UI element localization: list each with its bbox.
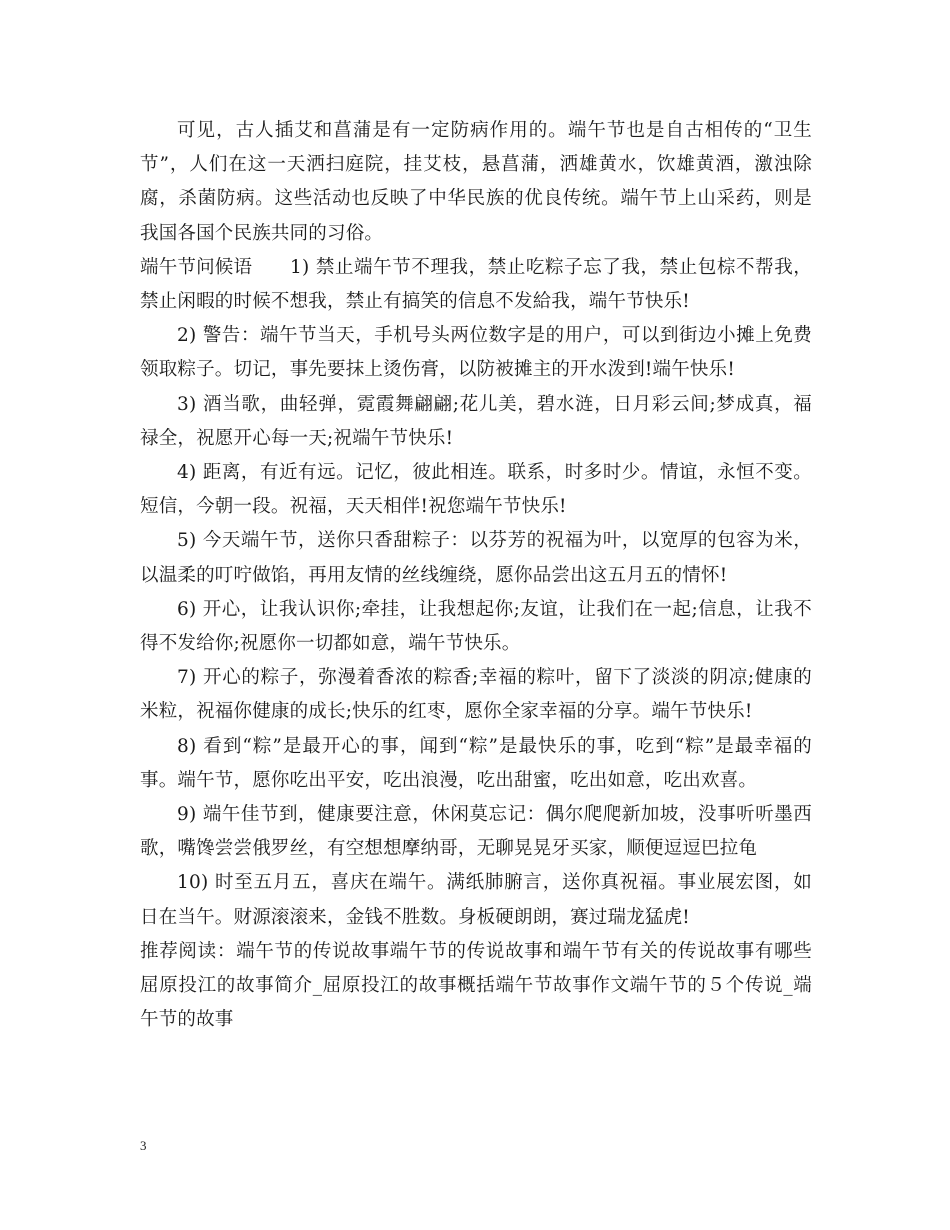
greetings-label: 端午节问候语	[140, 256, 253, 278]
greeting-item-4: 4) 距离，有近有远。记忆，彼此相连。联系，时多时少。情谊，永恒不变。短信，今朝一段。祝福，天天相伴!祝您端午节快乐!	[140, 462, 812, 518]
greeting-item-1	[140, 251, 812, 319]
recommended-reading: 推荐阅读：端午节的传说故事端午节的传说故事和端午节有关的传说故事有哪些屈原投江的故事简介_屈原投江的故事概括端午节故事作文端午节的５个传说_端午节的故事	[140, 940, 812, 1031]
greeting-item-9: 9) 端午佳节到，健康要注意，休闲莫忘记：偶尔爬爬新加坡，没事听听墨西歌，嘴馋尝尝俄罗丝，有空想想摩纳哥，无聊晃晃牙买家，顺便逗逗巴拉龟	[140, 804, 812, 860]
intro-paragraph: 可见，古人插艾和菖蒲是有一定防病作用的。端午节也是自古相传的“卫生节”，人们在这一天洒扫庭院，挂艾枝，悬菖蒲，洒雄黄水，饮雄黄酒，激浊除腐，杀菌防病。这些活动也反映了中华民族的优良传统。端午节上山采药，则是我国各国个民族共同的习俗。	[140, 120, 812, 244]
page-number: 3	[140, 1138, 147, 1153]
greeting-item-2: 2) 警告：端午节当天，手机号头两位数字是的用户，可以到街边小摊上免费领取粽子。切记，事先要抹上烫伤膏，以防被摊主的开水泼到!端午快乐!	[140, 325, 812, 381]
greeting-item-6: 6) 开心，让我认识你;牵挂，让我想起你;友谊，让我们在一起;信息，让我不得不发给你;祝愿你一切都如意，端午节快乐。	[140, 598, 812, 655]
greeting-item-3: 3) 酒当歌，曲轻弹，霓霞舞翩翩;花儿美，碧水涟，日月彩云间;梦成真，福禄全，祝愿开心每一天;祝端午节快乐!	[140, 393, 812, 449]
greeting-item-7: 7) 开心的粽子，弥漫着香浓的粽香;幸福的粽叶，留下了淡淡的阴凉;健康的米粒，祝福你健康的成长;快乐的红枣，愿你全家幸福的分享。端午节快乐!	[140, 667, 812, 723]
greeting-item-5: 5) 今天端午节，送你只香甜粽子：以芬芳的祝福为叶，以宽厚的包容为米，以温柔的叮咛做馅，再用友情的丝线缠绕，愿你品尝出这五月五的情怀!	[140, 530, 812, 586]
greeting-item-8: 8) 看到“粽”是最开心的事，闻到“粽”是最快乐的事，吃到“粽”是最幸福的事。端午节，愿你吃出平安，吃出浪漫，吃出甜蜜，吃出如意，吃出欢喜。	[140, 735, 812, 791]
document-body	[140, 114, 812, 1037]
greeting-item-10: 10) 时至五月五，喜庆在端午。满纸肺腑言，送你真祝福。事业展宏图，如日在当午。财源滚滚来，金钱不胜数。身板硬朗朗，赛过瑞龙猛虎!	[140, 872, 812, 928]
greeting-text-1: 1) 禁止端午节不理我，禁止吃粽子忘了我，禁止包棕不帮我，禁止闲暇的时候不想我，禁止有搞笑的信息不发給我，端午节快乐!	[140, 256, 812, 313]
